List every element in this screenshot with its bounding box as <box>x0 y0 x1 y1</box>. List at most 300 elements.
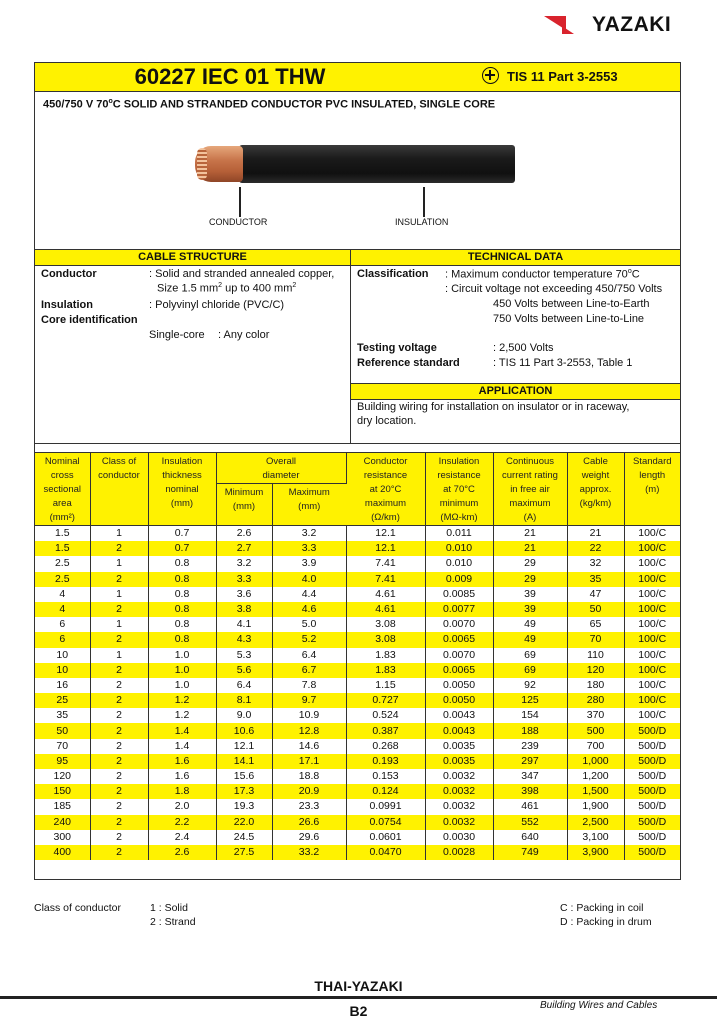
header-line: Class of <box>101 456 137 467</box>
table-cell: 2 <box>90 602 148 617</box>
page-number: B2 <box>349 1003 368 1019</box>
table-cell: 3,900 <box>567 845 624 860</box>
table-cell: 0.7 <box>148 541 216 556</box>
brand-name: YAZAKI <box>592 13 672 36</box>
header-line: Conductor <box>363 456 408 467</box>
table-cell: 2.5 <box>35 572 90 587</box>
size-max: up to 400 mm <box>222 282 293 295</box>
header-line: Standard <box>632 456 672 467</box>
table-cell: 1.83 <box>346 648 425 663</box>
table-cell: 0.727 <box>346 693 425 708</box>
table-cell: 27.5 <box>216 845 272 860</box>
table-cell: 4.61 <box>346 602 425 617</box>
table-cell: 2.2 <box>148 815 216 830</box>
conductor-text: : Solid and stranded annealed copper, <box>149 268 335 280</box>
header-line: resistance <box>437 470 481 481</box>
technical-data-header: TECHNICAL DATA <box>351 249 680 266</box>
table-cell: 640 <box>493 830 567 845</box>
th-resistance-20 <box>346 453 425 526</box>
table-cell: 100/C <box>638 618 667 631</box>
table-cell: 2 <box>90 693 148 708</box>
table-cell: 500/D <box>638 739 667 752</box>
table-cell: 4 <box>35 587 90 602</box>
product-title: 60227 IEC 01 THW <box>134 64 326 89</box>
table-cell: 2 <box>90 541 148 556</box>
subtitle-degree: o <box>108 98 113 105</box>
header-line: minimum <box>439 498 479 509</box>
table-cell: 749 <box>493 845 567 860</box>
table-row <box>35 587 680 602</box>
table-cell: 2 <box>90 815 148 830</box>
table-cell: 0.0032 <box>425 815 493 830</box>
table-row <box>35 556 680 571</box>
table-cell: 154 <box>493 708 567 723</box>
table-cell: 6.4 <box>272 648 346 663</box>
table-cell: 0.0035 <box>425 754 493 769</box>
table-cell: 12.1 <box>346 541 425 556</box>
table-row <box>35 602 680 617</box>
table-row <box>35 693 680 708</box>
table-cell: 0.8 <box>148 572 216 587</box>
header-line: Insulation <box>438 456 480 467</box>
table-cell: 700 <box>567 739 624 754</box>
table-cell: 22 <box>567 541 624 556</box>
table-cell: 4 <box>35 602 90 617</box>
insulation-text: : Polyvinyl chloride (PVC/C) <box>149 299 285 311</box>
header-line: nominal <box>165 484 199 495</box>
table-cell: 0.193 <box>346 754 425 769</box>
table-cell: 3.3 <box>272 541 346 556</box>
table-cell: 23.3 <box>272 799 346 814</box>
th-class <box>90 453 148 526</box>
header-line: cross <box>50 470 74 481</box>
th-resistance-70 <box>425 453 493 526</box>
table-row <box>35 799 680 814</box>
table-cell: 0.0065 <box>425 663 493 678</box>
footer-rule <box>0 996 717 999</box>
table-cell: 0.8 <box>148 556 216 571</box>
header-line: resistance <box>363 470 408 481</box>
table-row <box>35 632 680 647</box>
table-cell: 2.5 <box>35 556 90 571</box>
insulation-pointer <box>423 187 425 217</box>
table-cell: 16 <box>35 678 90 693</box>
table-cell: 188 <box>493 723 567 738</box>
table-cell: 0.0754 <box>346 815 425 830</box>
table-cell: 25 <box>35 693 90 708</box>
th-min <box>216 484 272 526</box>
table-cell: 100/C <box>638 527 667 540</box>
header-line: maximum <box>509 498 551 509</box>
table-cell: 4.1 <box>216 617 272 632</box>
table-cell: 0.8 <box>148 602 216 617</box>
table-cell: 22.0 <box>216 815 272 830</box>
header-line: Minimum <box>224 487 264 498</box>
th-length <box>624 453 680 526</box>
table-cell: 1.5 <box>35 526 90 542</box>
class-note-label: Class of conductor <box>34 902 121 914</box>
table-cell: 0.0070 <box>425 648 493 663</box>
table-cell: 3.08 <box>346 617 425 632</box>
table-cell: 0.8 <box>148 587 216 602</box>
table-cell: 2 <box>90 678 148 693</box>
table-cell: 1.2 <box>148 708 216 723</box>
table-cell: 100/C <box>624 541 680 556</box>
table-row <box>35 769 680 784</box>
table-cell: 120 <box>35 769 90 784</box>
table-cell: 15.6 <box>216 769 272 784</box>
table-cell: 1 <box>90 617 148 632</box>
table-cell: 3.6 <box>216 587 272 602</box>
table-cell: 297 <box>493 754 567 769</box>
table-cell: 3.9 <box>272 556 346 571</box>
th-thickness <box>148 453 216 526</box>
table-cell: 1.83 <box>346 663 425 678</box>
table-cell: 1 <box>90 526 148 542</box>
table-cell: 2 <box>90 845 148 860</box>
table-cell: 500/D <box>638 800 667 813</box>
table-cell: 10 <box>35 648 90 663</box>
cable-diagram <box>35 119 682 249</box>
header-line: Cable <box>583 456 608 467</box>
table-cell: 0.268 <box>346 739 425 754</box>
table-cell: 100/C <box>624 663 680 678</box>
core-color: : Any color <box>218 329 270 341</box>
table-cell: 0.0077 <box>425 602 493 617</box>
insulation-label: Insulation <box>41 299 93 311</box>
table-row <box>35 739 680 754</box>
table-cell: 21 <box>493 541 567 556</box>
table-cell: 1.8 <box>148 784 216 799</box>
header-line: Insulation <box>161 456 203 467</box>
table-cell: 1.6 <box>148 769 216 784</box>
table-cell: 35 <box>567 572 624 587</box>
class-unit: C <box>631 268 640 281</box>
table-cell: 0.0050 <box>425 693 493 708</box>
table-cell: 0.0028 <box>425 845 493 860</box>
table-cell: 120 <box>567 663 624 678</box>
table-cell: 1 <box>90 556 148 571</box>
table-cell: 4.0 <box>272 572 346 587</box>
class-note-strand: 2 : Strand <box>150 916 196 928</box>
table-cell: 10.9 <box>272 708 346 723</box>
table-cell: 35 <box>35 708 90 723</box>
standard-label: TIS 11 Part 3-2553 <box>507 69 618 84</box>
table-cell: 3.8 <box>216 602 272 617</box>
table-cell: 185 <box>35 799 90 814</box>
table-cell: 33.2 <box>272 845 346 860</box>
table-cell: 6 <box>35 632 90 647</box>
table-cell: 0.7 <box>148 526 216 542</box>
header-line: diameter <box>262 470 300 481</box>
table-cell: 100/C <box>638 678 667 691</box>
title-bar <box>35 63 680 92</box>
table-row <box>35 784 680 799</box>
table-cell: 1.0 <box>148 648 216 663</box>
conductor-label: CONDUCTOR <box>209 217 268 227</box>
table-row <box>35 648 680 663</box>
table-cell: 95 <box>35 754 90 769</box>
datasheet-frame <box>34 62 681 880</box>
table-cell: 0.0032 <box>425 799 493 814</box>
header-line: (kg/km) <box>579 498 612 509</box>
reference-standard-label: Reference standard <box>357 357 460 369</box>
table-cell: 347 <box>493 769 567 784</box>
table-cell: 50 <box>35 723 90 738</box>
table-cell: 5.3 <box>216 648 272 663</box>
table-cell: 500/D <box>624 723 680 738</box>
table-cell: 8.1 <box>216 693 272 708</box>
table-row <box>35 663 680 678</box>
table-cell: 3.2 <box>216 556 272 571</box>
table-cell: 0.387 <box>346 723 425 738</box>
classification-line3: 450 Volts between Line-to-Earth <box>493 298 650 310</box>
conductor-illustration <box>195 146 243 182</box>
table-cell: 0.0030 <box>425 830 493 845</box>
yazaki-logo <box>540 8 690 42</box>
table-cell: 500/D <box>638 830 667 843</box>
table-cell: 92 <box>493 678 567 693</box>
table-cell: 29 <box>493 556 567 571</box>
header-line: sectional <box>43 484 81 495</box>
subtitle-part: C SOLID AND STRANDED CONDUCTOR PVC INSULATED, SINGLE CORE <box>112 98 496 111</box>
table-cell: 21 <box>567 526 624 542</box>
table-cell: 100/C <box>638 648 667 661</box>
table-cell: 4.6 <box>272 602 346 617</box>
table-cell: 0.0050 <box>425 678 493 693</box>
table-cell: 400 <box>35 845 90 860</box>
table-cell: 39 <box>493 587 567 602</box>
header-line: current rating <box>502 470 558 481</box>
table-cell: 24.5 <box>216 830 272 845</box>
table-cell: 0.0991 <box>346 799 425 814</box>
table-cell: 29 <box>493 572 567 587</box>
subtitle-part: 450/750 V 70 <box>43 98 109 111</box>
class-text: : Maximum conductor temperature 70 <box>445 268 628 281</box>
table-cell: 500/D <box>638 770 667 783</box>
table-cell: 0.0043 <box>425 708 493 723</box>
table-row <box>35 815 680 830</box>
table-cell: 2 <box>90 799 148 814</box>
testing-voltage-label: Testing voltage <box>357 342 437 354</box>
table-cell: 500 <box>567 723 624 738</box>
table-cell: 10.6 <box>216 723 272 738</box>
header-line: thickness <box>162 470 202 481</box>
header-line: (mm²) <box>49 512 75 523</box>
table-cell: 100/C <box>624 632 680 647</box>
table-cell: 3.3 <box>216 572 272 587</box>
tis-mark-icon <box>482 67 499 84</box>
product-subtitle <box>43 98 495 111</box>
header-line: at 20°C <box>369 484 402 495</box>
table-cell: 4.4 <box>272 587 346 602</box>
core-identification-label: Core identification <box>41 314 138 326</box>
table-cell: 125 <box>493 693 567 708</box>
table-cell: 50 <box>567 602 624 617</box>
table-cell: 2 <box>90 739 148 754</box>
table-cell: 12.8 <box>272 723 346 738</box>
application-line2: dry location. <box>357 415 417 427</box>
table-cell: 0.8 <box>148 632 216 647</box>
table-cell: 100/C <box>638 709 667 722</box>
header-line: at 70°C <box>443 484 475 495</box>
classification-line4: 750 Volts between Line-to-Line <box>493 313 645 325</box>
header-line: (mm) <box>170 498 194 509</box>
size-min: Size 1.5 mm <box>157 282 219 295</box>
table-row <box>35 617 680 632</box>
conductor-size <box>157 282 296 295</box>
table-cell: 12.1 <box>216 739 272 754</box>
table-cell: 0.153 <box>346 769 425 784</box>
table-cell: 2 <box>90 723 148 738</box>
conductor-label: Conductor <box>41 268 97 280</box>
table-cell: 1.6 <box>148 754 216 769</box>
table-cell: 2.7 <box>216 541 272 556</box>
table-cell: 17.1 <box>272 754 346 769</box>
table-cell: 1.4 <box>148 723 216 738</box>
table-cell: 7.41 <box>346 556 425 571</box>
table-cell: 461 <box>493 799 567 814</box>
table-cell: 5.2 <box>272 632 346 647</box>
table-cell: 0.0070 <box>425 617 493 632</box>
classification-line2: : Circuit voltage not exceeding 450/750 Volts <box>445 283 663 295</box>
table-cell: 552 <box>493 815 567 830</box>
header-line: Nominal <box>44 456 80 467</box>
header-line: in free air <box>510 484 550 495</box>
table-cell: 100/C <box>638 587 667 600</box>
table-cell: 49 <box>493 632 567 647</box>
conductor-pointer <box>239 187 241 217</box>
classification-line1 <box>445 268 640 281</box>
table-cell: 49 <box>493 617 567 632</box>
packing-note-drum: D : Packing in drum <box>560 916 652 928</box>
table-cell: 70 <box>567 632 624 647</box>
table-cell: 500/D <box>624 845 680 860</box>
table-cell: 500/D <box>624 754 680 769</box>
table-cell: 150 <box>35 784 90 799</box>
table-cell: 7.41 <box>346 572 425 587</box>
table-cell: 398 <box>493 784 567 799</box>
cable-structure-header: CABLE STRUCTURE <box>35 249 350 266</box>
th-weight <box>567 453 624 526</box>
table-cell: 47 <box>567 587 624 602</box>
table-cell: 370 <box>567 708 624 723</box>
table-cell: 3.2 <box>272 526 346 542</box>
table-cell: 100/C <box>638 557 667 570</box>
header-line: approx. <box>579 484 612 495</box>
packing-note-coil: C : Packing in coil <box>560 902 644 914</box>
table-cell: 280 <box>567 693 624 708</box>
table-cell: 0.0032 <box>425 769 493 784</box>
table-cell: 14.1 <box>216 754 272 769</box>
table-cell: 300 <box>35 830 90 845</box>
table-cell: 1 <box>90 648 148 663</box>
table-cell: 1,500 <box>567 784 624 799</box>
table-cell: 0.0085 <box>425 587 493 602</box>
table-cell: 100/C <box>624 602 680 617</box>
table-cell: 0.124 <box>346 784 425 799</box>
table-cell: 4.3 <box>216 632 272 647</box>
header-line: weight <box>581 470 610 481</box>
table-cell: 0.011 <box>425 526 493 542</box>
table-cell: 0.0065 <box>425 632 493 647</box>
th-area <box>35 453 90 526</box>
table-row <box>35 708 680 723</box>
table-cell: 5.6 <box>216 663 272 678</box>
table-cell: 2,500 <box>567 815 624 830</box>
table-row <box>35 541 680 556</box>
table-row <box>35 526 680 542</box>
th-overall-diameter <box>216 453 346 484</box>
table-row <box>35 845 680 860</box>
table-cell: 18.8 <box>272 769 346 784</box>
table-row <box>35 678 680 693</box>
table-cell: 2 <box>90 708 148 723</box>
table-cell: 1 <box>90 587 148 602</box>
table-cell: 2 <box>90 784 148 799</box>
unit-sup: 2 <box>292 282 297 289</box>
table-cell: 9.0 <box>216 708 272 723</box>
table-cell: 2.6 <box>148 845 216 860</box>
application-line1: Building wiring for installation on insulator or in raceway, <box>357 401 630 413</box>
header-line: length <box>639 470 666 481</box>
table-cell: 7.8 <box>272 678 346 693</box>
table-cell: 0.0035 <box>425 739 493 754</box>
reference-standard-value: : TIS 11 Part 3-2553, Table 1 <box>493 357 633 369</box>
table-cell: 1.0 <box>148 678 216 693</box>
footer-section: Building Wires and Cables <box>540 1000 658 1011</box>
table-cell: 240 <box>35 815 90 830</box>
degree-sup: o <box>627 268 632 275</box>
table-cell: 2 <box>90 769 148 784</box>
unit-sup: 2 <box>218 282 223 289</box>
classification-label: Classification <box>357 268 429 280</box>
section-divider <box>350 249 351 443</box>
table-cell: 19.3 <box>216 799 272 814</box>
table-cell: 0.009 <box>425 572 493 587</box>
table-cell: 0.010 <box>425 541 493 556</box>
table-cell: 2.0 <box>148 799 216 814</box>
th-current <box>493 453 567 526</box>
header-line: (A) <box>523 512 537 523</box>
table-cell: 6.7 <box>272 663 346 678</box>
core-type: Single-core <box>149 329 205 341</box>
header-line: (MΩ-km) <box>440 512 478 523</box>
table-cell: 29.6 <box>272 830 346 845</box>
table-cell: 500/D <box>624 815 680 830</box>
table-cell: 1,900 <box>567 799 624 814</box>
insulation-label: INSULATION <box>395 217 449 227</box>
table-cell: 9.7 <box>272 693 346 708</box>
table-cell: 69 <box>493 663 567 678</box>
table-cell: 12.1 <box>346 526 425 542</box>
header-line: area <box>52 498 72 509</box>
table-cell: 180 <box>567 678 624 693</box>
header-line: Overall <box>265 456 297 467</box>
header-line: conductor <box>98 470 140 481</box>
table-cell: 10 <box>35 663 90 678</box>
table-cell: 21 <box>493 526 567 542</box>
table-cell: 100/C <box>624 693 680 708</box>
table-cell: 6 <box>35 617 90 632</box>
table-cell: 70 <box>35 739 90 754</box>
table-cell: 2 <box>90 632 148 647</box>
table-cell: 6.4 <box>216 678 272 693</box>
table-cell: 2 <box>90 572 148 587</box>
table-cell: 17.3 <box>216 784 272 799</box>
table-cell: 20.9 <box>272 784 346 799</box>
th-max <box>272 484 346 526</box>
